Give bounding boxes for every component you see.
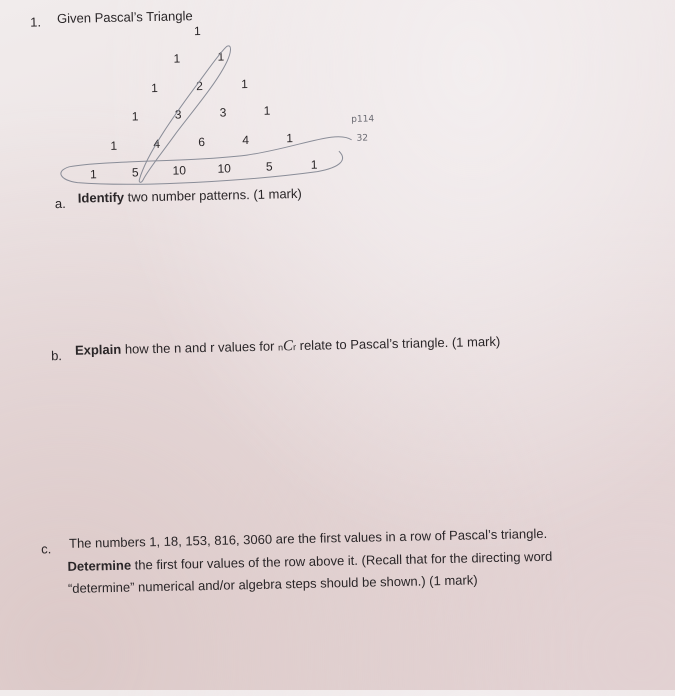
triangle-entry: 6 — [198, 134, 206, 150]
handwritten-note-lower: 32 — [356, 133, 369, 144]
triangle-entry: 4 — [153, 136, 161, 152]
part-c-text: the first four values of the row above it. (Recall that for the directing word — [130, 548, 553, 573]
part-b-subscript-n: n — [277, 342, 284, 353]
triangle-entry: 4 — [242, 133, 250, 148]
triangle-entry: 1 — [217, 49, 225, 64]
triangle-entry: 1 — [173, 51, 181, 66]
triangle-entry: 1 — [263, 103, 271, 118]
handwritten-note-upper: p114 — [351, 114, 375, 125]
part-a-text: two number patterns. (1 mark) — [123, 185, 302, 205]
triangle-entry: 1 — [286, 131, 294, 146]
question-title: Given Pascal’s Triangle — [56, 8, 193, 27]
part-b-directive: Explain — [74, 341, 122, 358]
triangle-entry: 10 — [217, 161, 232, 176]
question-number: 1. — [29, 14, 42, 30]
part-c-line-3: “determine” numerical and/or algebra steps should be shown.) (1 mark) — [67, 572, 478, 596]
triangle-entry: 1 — [310, 157, 318, 172]
triangle-entry: 1 — [240, 77, 248, 92]
part-c-line-1: The numbers 1, 18, 153, 816, 3060 are the first values in a row of Pascal’s triangle. — [68, 525, 548, 551]
triangle-entry: 3 — [174, 107, 182, 122]
triangle-entry: 1 — [131, 109, 139, 124]
triangle-entry: 3 — [219, 105, 227, 120]
part-a-letter: a. — [54, 195, 66, 212]
diagonal-loop-ink — [136, 46, 233, 182]
part-a-directive: Identify — [77, 189, 125, 206]
triangle-entry: 1 — [193, 24, 201, 39]
triangle-entry: 5 — [265, 159, 273, 174]
part-b-letter: b. — [50, 347, 63, 364]
part-b-c-symbol: C — [282, 338, 294, 355]
triangle-entry: 1 — [89, 167, 97, 182]
triangle-entry: 1 — [151, 80, 159, 96]
part-b-text-after: relate to Pascal’s triangle. (1 mark) — [295, 333, 501, 354]
part-b-subscript-r: r — [292, 342, 297, 353]
triangle-entry: 10 — [172, 163, 187, 178]
row-loop-ink — [60, 136, 352, 185]
part-b-text-before: how the n and r values for — [121, 338, 279, 357]
triangle-entry: 5 — [131, 165, 139, 180]
part-c-letter: c. — [41, 541, 52, 557]
triangle-entry: 2 — [196, 78, 203, 94]
triangle-entry: 1 — [110, 138, 118, 153]
part-c-directive: Determine — [67, 557, 132, 574]
